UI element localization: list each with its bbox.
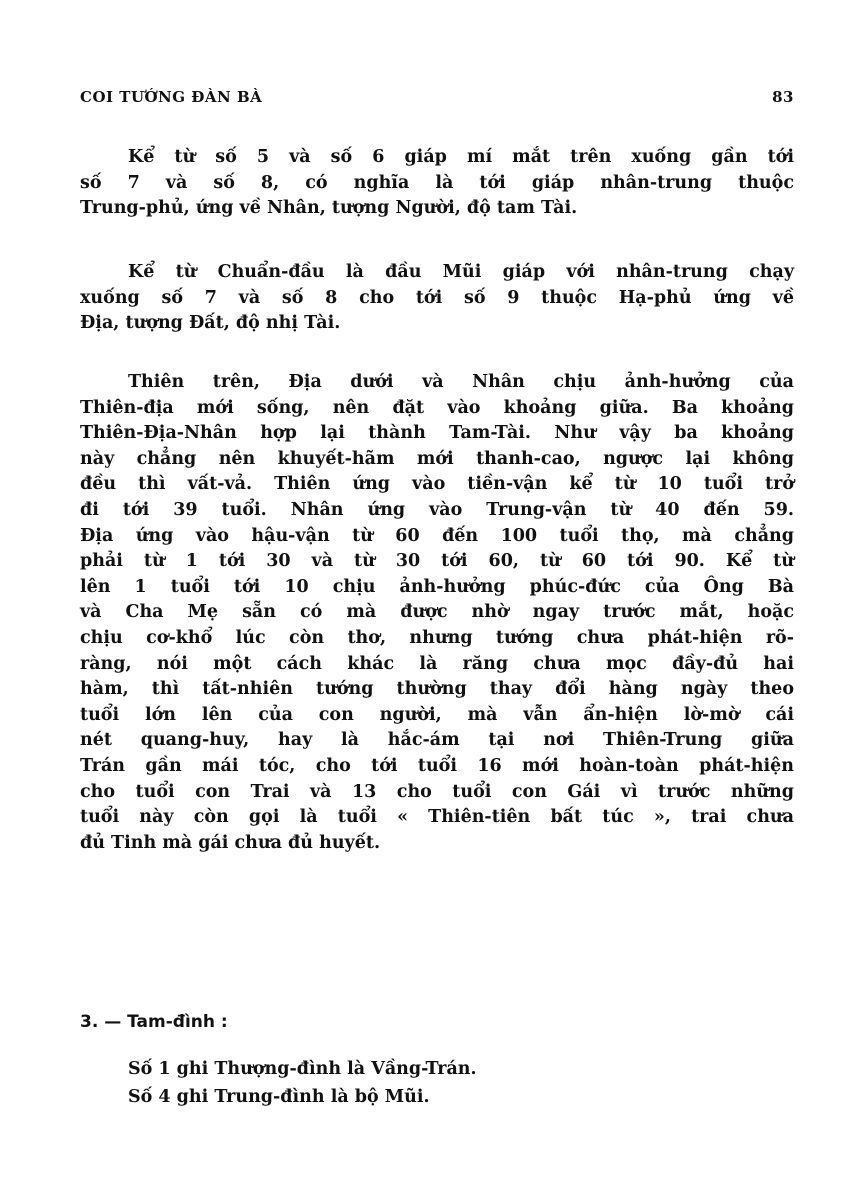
text-line: phải từ 1 tới 30 và từ 30 tới 60, từ 60 tới 90. Kể từ (80, 551, 794, 572)
text-line: đủ Tinh mà gái chưa đủ huyết. (80, 832, 381, 853)
text-line: Thiên-địa mới sống, nên đặt vào khoảng giữa. Ba khoảng (80, 397, 794, 418)
text-line: và Cha Mẹ sẵn có mà được nhờ ngay trước mắt, hoặc (80, 602, 794, 623)
text-line: chịu cơ-khổ lúc còn thơ, nhưng tướng chưa phát-hiện rõ- (80, 627, 794, 648)
text-line: ràng, nói một cách khác là răng chưa mọc đầy-đủ hai (80, 653, 794, 674)
text-line: nét quang-huy, hay là hắc-ám tại nơi Thiên-Trung giữa (80, 730, 794, 751)
running-head-title: COI TƯỚNG ĐÀN BÀ (80, 88, 263, 106)
text-line: đều thì vất-vả. Thiên ứng vào tiền-vận kể từ 10 tuổi trở (80, 474, 794, 495)
text-line: Địa, tượng Đất, độ nhị Tài. (80, 313, 341, 334)
text-line: Kể từ số 5 và số 6 giáp mí mắt trên xuống gần tới (128, 147, 794, 167)
text-line: tuổi lớn lên của con người, mà vẫn ẩn-hiện lờ-mờ cái (80, 704, 794, 725)
text-line: Trung-phủ, ứng về Nhân, tượng Người, độ tam Tài. (80, 198, 578, 219)
running-head (80, 88, 794, 106)
list-item: Số 1 ghi Thượng-đình là Vầng-Trán. (128, 1059, 477, 1079)
text-line: số 7 và số 8, có nghĩa là tới giáp nhân-trung thuộc (80, 172, 794, 193)
text-line: xuống số 7 và số 8 cho tới số 9 thuộc Hạ-phủ ứng về (80, 287, 794, 308)
section-heading: 3. — Tam-đình : (80, 1012, 228, 1032)
paragraph-2 (80, 260, 794, 337)
paragraph-3 (80, 370, 794, 856)
text-line: lên 1 tuổi tới 10 chịu ảnh-hưởng phúc-đức của Ông Bà (80, 576, 794, 597)
text-line: tuổi này còn gọi là tuổi « Thiên-tiên bất túc », trai chưa (80, 807, 794, 828)
text-line: Trán gần mái tóc, cho tới tuổi 16 mới hoàn-toàn phát-hiện (80, 755, 794, 776)
list-item: Số 4 ghi Trung-đình là bộ Mũi. (128, 1087, 430, 1107)
page-number: 83 (772, 88, 794, 106)
text-line: Địa ứng vào hậu-vận từ 60 đến 100 tuổi thọ, mà chẳng (80, 525, 794, 546)
text-line: Thiên trên, Địa dưới và Nhân chịu ảnh-hưởng của (128, 372, 794, 392)
section-list (128, 1055, 477, 1111)
text-line: đi tới 39 tuổi. Nhân ứng vào Trung-vận từ 40 đến 59. (80, 499, 794, 520)
text-line: này chẳng nên khuyết-hãm mới thanh-cao, ngược lại không (80, 448, 794, 469)
text-line: Kể từ Chuẩn-đầu là đầu Mũi giáp với nhân-trung chạy (128, 262, 794, 282)
text-line: hàm, thì tất-nhiên tướng thường thay đổi hàng ngày theo (80, 679, 794, 700)
text-line: cho tuổi con Trai và 13 cho tuổi con Gái vì trước những (80, 781, 794, 802)
text-line: Thiên-Địa-Nhân hợp lại thành Tam-Tài. Như vậy ba khoảng (80, 423, 794, 444)
paragraph-1 (80, 145, 794, 222)
